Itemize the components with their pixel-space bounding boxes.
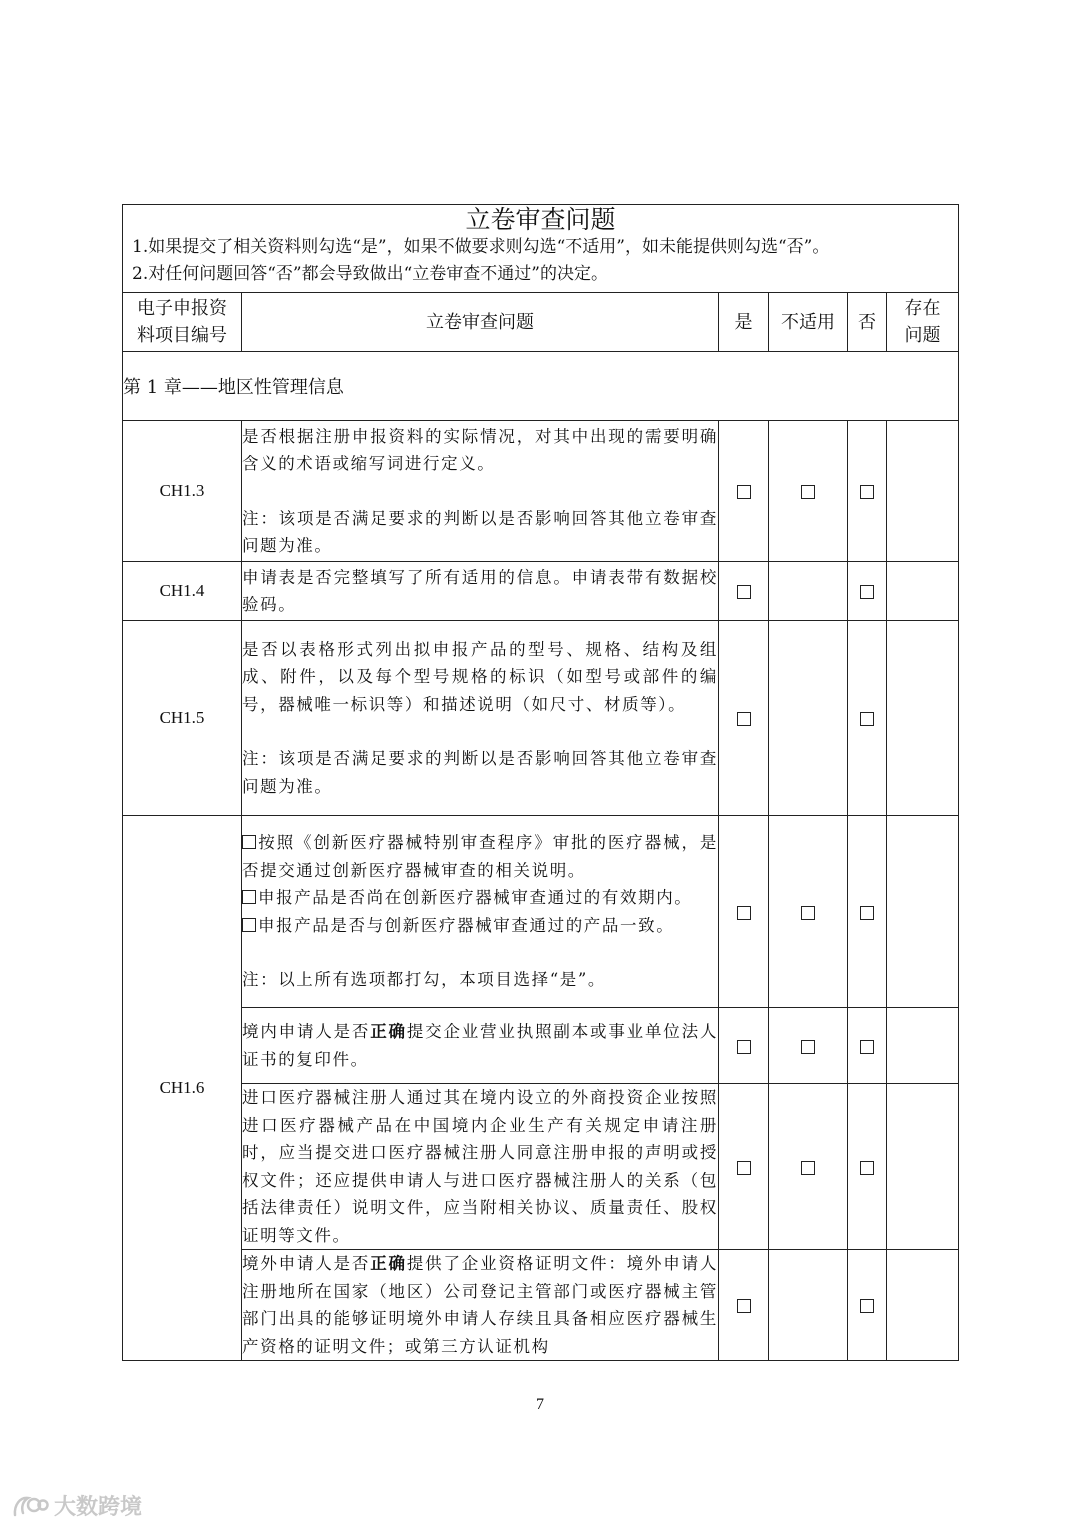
header-no: 否 bbox=[848, 293, 887, 352]
question-cell bbox=[242, 621, 719, 816]
yes-checkbox[interactable] bbox=[737, 585, 751, 599]
table-caption-row bbox=[123, 205, 959, 293]
question-cell bbox=[242, 421, 719, 562]
table-row bbox=[123, 816, 959, 1008]
question-text: 是否根据注册申报资料的实际情况，对其中出现的需要明确含义的术语或缩写词进行定义。 bbox=[242, 426, 718, 473]
question-text: 境外申请人是否 bbox=[242, 1254, 371, 1273]
issue-cell[interactable] bbox=[887, 1250, 959, 1361]
not-applicable-checkbox[interactable] bbox=[801, 906, 815, 920]
item-code: CH1.6 bbox=[123, 816, 242, 1361]
not-applicable-checkbox[interactable] bbox=[801, 1040, 815, 1054]
no-checkbox[interactable] bbox=[860, 1299, 874, 1313]
issue-cell[interactable] bbox=[887, 421, 959, 562]
question-emphasis: 正确 bbox=[370, 1254, 407, 1273]
page-number: 7 bbox=[536, 1396, 544, 1413]
no-checkbox[interactable] bbox=[860, 585, 874, 599]
yes-checkbox[interactable] bbox=[737, 1299, 751, 1313]
watermark bbox=[12, 1490, 142, 1521]
header-issue-line: 问题 bbox=[904, 325, 941, 346]
header-issue-line: 存在 bbox=[904, 298, 941, 319]
question-note: 注：该项是否满足要求的判断以是否影响回答其他立卷审查问题为准。 bbox=[242, 749, 718, 796]
table-row bbox=[123, 421, 959, 562]
question-text: 提交企业营业执照副本或事业单位法人证书的复印件。 bbox=[242, 1022, 719, 1069]
no-checkbox[interactable] bbox=[860, 485, 874, 499]
instruction-line: 2.对任何问题回答“否”都会导致做出“立卷审查不通过”的决定。 bbox=[132, 264, 608, 284]
question-cell bbox=[242, 816, 719, 1008]
header-row bbox=[123, 293, 959, 352]
question-text: 境内申请人是否 bbox=[242, 1022, 371, 1041]
question-text: 申请表是否完整填写了所有适用的信息。申请表带有数据校验码。 bbox=[242, 567, 718, 614]
header-code bbox=[123, 293, 242, 352]
option-text: 申报产品是否尚在创新医疗器械审查通过的有效期内。 bbox=[258, 888, 693, 908]
issue-cell[interactable] bbox=[887, 816, 959, 1008]
table-row bbox=[123, 1084, 959, 1250]
not-applicable-cell bbox=[769, 562, 848, 621]
issue-cell[interactable] bbox=[887, 1008, 959, 1084]
option-checkbox[interactable] bbox=[242, 835, 256, 849]
table-row bbox=[123, 1008, 959, 1084]
question-text: 是否以表格形式列出拟申报产品的型号、规格、结构及组成、附件，以及每个型号规格的标识（如型号或部件的编号，器械唯一标识等）和描述说明（如尺寸、材质等）。 bbox=[242, 639, 718, 714]
not-applicable-cell bbox=[769, 621, 848, 816]
question-emphasis: 正确 bbox=[370, 1022, 407, 1041]
table-title: 立卷审查问题 bbox=[465, 205, 616, 234]
question-note: 注：该项是否满足要求的判断以是否影响回答其他立卷审查问题为准。 bbox=[242, 508, 718, 555]
not-applicable-cell bbox=[769, 1250, 848, 1361]
item-code: CH1.3 bbox=[123, 421, 242, 562]
issue-cell[interactable] bbox=[887, 562, 959, 621]
header-na: 不适用 bbox=[769, 293, 848, 352]
question-cell bbox=[242, 1008, 719, 1084]
question-text: 进口医疗器械注册人通过其在境内设立的外商投资企业按照进口医疗器械产品在中国境内企业生产有关规定申请注册时，应当提交进口医疗器械注册人同意注册申报的声明或授权文件；还应提供申请人与进口医疗器械注册人的关系（包括法律责任）说明文件，应当附相关协议、质量责任、股权证明等文件。 bbox=[242, 1088, 718, 1245]
header-issue bbox=[887, 293, 959, 352]
yes-checkbox[interactable] bbox=[737, 712, 751, 726]
question-cell bbox=[242, 1084, 719, 1250]
no-checkbox[interactable] bbox=[860, 1161, 874, 1175]
watermark-text: 大数跨境 bbox=[54, 1495, 143, 1520]
no-checkbox[interactable] bbox=[860, 906, 874, 920]
yes-checkbox[interactable] bbox=[737, 906, 751, 920]
review-table bbox=[122, 204, 959, 1361]
watermark-logo-icon bbox=[12, 1493, 50, 1519]
item-code: CH1.5 bbox=[123, 621, 242, 816]
question-text: 提供了企业资格证明文件：境外申请人注册地所在国家（地区）公司登记主管部门或医疗器械主管部门出具的能够证明境外申请人存续且具备相应医疗器械生产资格的证明文件；或第三方认证机构 bbox=[242, 1254, 719, 1356]
chapter-title: 第 1 章——地区性管理信息 bbox=[123, 352, 959, 421]
yes-checkbox[interactable] bbox=[737, 485, 751, 499]
yes-checkbox[interactable] bbox=[737, 1040, 751, 1054]
table-row bbox=[123, 621, 959, 816]
chapter-row bbox=[123, 352, 959, 421]
table-row bbox=[123, 562, 959, 621]
question-cell bbox=[242, 1250, 719, 1361]
option-checkbox[interactable] bbox=[242, 918, 256, 932]
not-applicable-checkbox[interactable] bbox=[801, 485, 815, 499]
issue-cell[interactable] bbox=[887, 1084, 959, 1250]
header-yes: 是 bbox=[719, 293, 769, 352]
instruction-line: 1.如果提交了相关资料则勾选“是”，如果不做要求则勾选“不适用”，如未能提供则勾选“否”。 bbox=[132, 237, 830, 257]
header-code-line: 电子申报资 bbox=[137, 298, 227, 319]
no-checkbox[interactable] bbox=[860, 712, 874, 726]
header-code-line: 料项目编号 bbox=[137, 325, 227, 346]
question-note: 注：以上所有选项都打勾，本项目选择“是”。 bbox=[242, 970, 606, 990]
question-cell bbox=[242, 562, 719, 621]
issue-cell[interactable] bbox=[887, 621, 959, 816]
option-text: 按照《创新医疗器械特别审查程序》审批的医疗器械，是否提交通过创新医疗器械审查的相关说明。 bbox=[242, 833, 718, 880]
table-row bbox=[123, 1250, 959, 1361]
option-text: 申报产品是否与创新医疗器械审查通过的产品一致。 bbox=[258, 915, 675, 935]
not-applicable-checkbox[interactable] bbox=[801, 1161, 815, 1175]
option-checkbox[interactable] bbox=[242, 890, 256, 904]
header-question: 立卷审查问题 bbox=[242, 293, 719, 352]
item-code: CH1.4 bbox=[123, 562, 242, 621]
no-checkbox[interactable] bbox=[860, 1040, 874, 1054]
yes-checkbox[interactable] bbox=[737, 1161, 751, 1175]
